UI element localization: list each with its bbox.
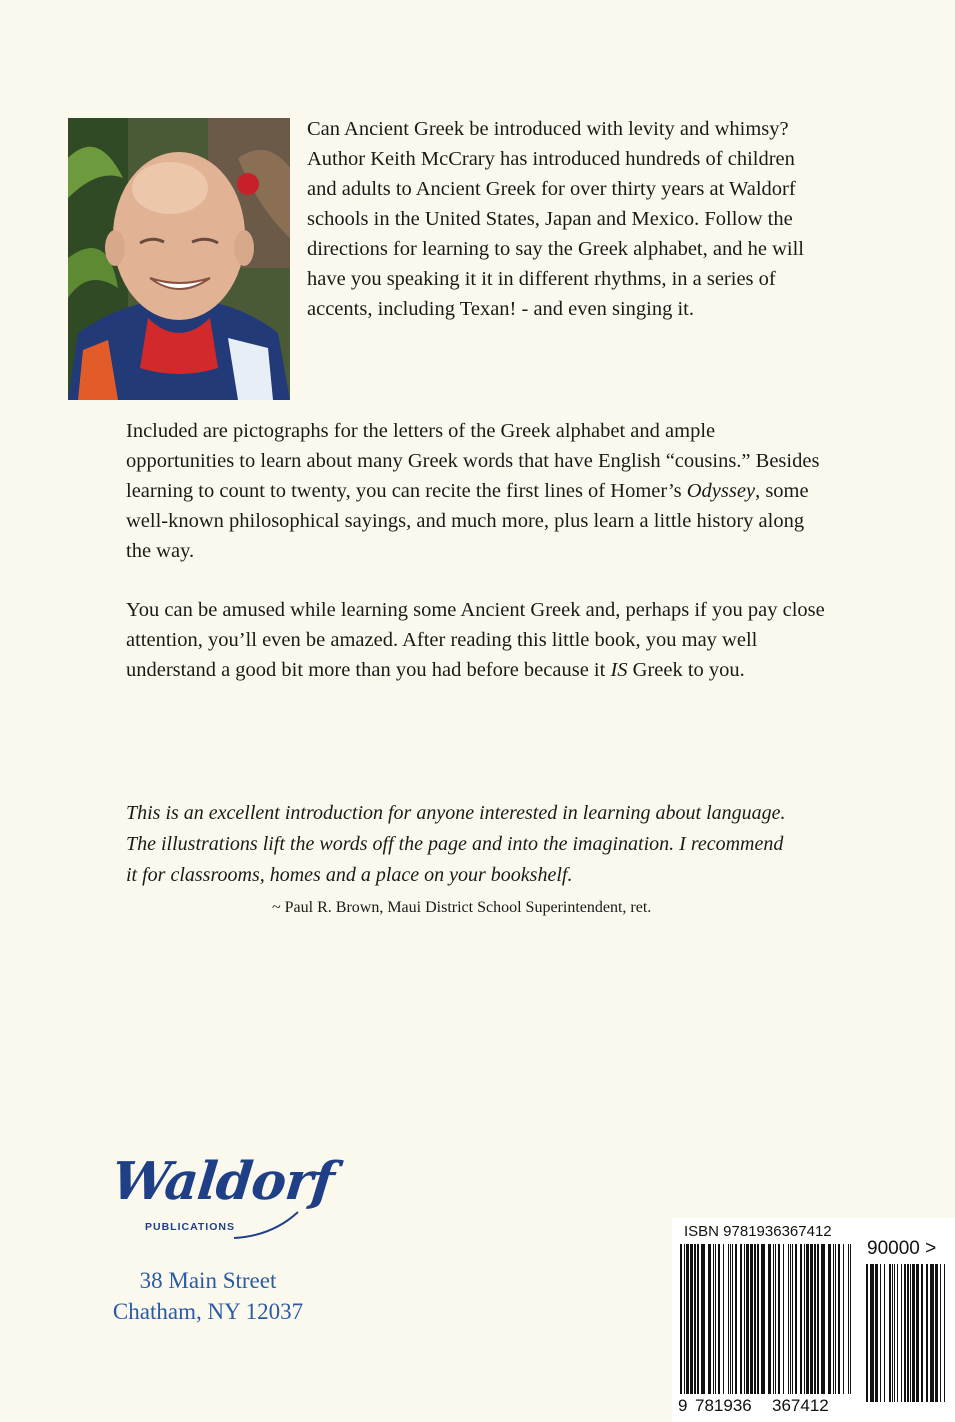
- barcode-bar: [912, 1264, 915, 1402]
- logo-swash-icon: [232, 1208, 302, 1248]
- contents-text-part2: , some well-known philosophical sayings, and much more, plus learn a little history along the way.: [126, 480, 809, 562]
- barcode-bar: [728, 1244, 729, 1394]
- barcode-bar: [773, 1244, 774, 1394]
- barcode-bar: [761, 1244, 765, 1394]
- barcode-bar: [944, 1264, 945, 1402]
- barcode-bar: [732, 1244, 733, 1394]
- barcode-bar: [701, 1244, 705, 1394]
- barcode-bar: [894, 1264, 895, 1402]
- barcode-bar: [694, 1244, 696, 1394]
- closing-text-part2: Greek to you.: [627, 659, 745, 681]
- barcode-bar: [907, 1264, 909, 1402]
- barcode-bar: [795, 1244, 797, 1394]
- barcode-bar: [817, 1244, 819, 1394]
- barcode-bar: [889, 1264, 891, 1402]
- barcode-bar: [866, 1264, 868, 1402]
- barcode-bar: [901, 1264, 902, 1402]
- barcode-digit-lead: 9: [678, 1396, 688, 1415]
- closing-text-part1: You can be amused while learning some Ancient Greek and, perhaps if you pay close attention, you’ll even be amazed. After reading this little book, you may well understand a good bit more than you had before because it: [126, 599, 825, 681]
- barcode-bar: [892, 1264, 893, 1402]
- barcode-bar: [790, 1244, 791, 1394]
- testimonial-quote: This is an excellent introduction for anyone interested in learning about language. The illustrations lift the words off the page and into the imagination. I recommend it for classrooms, homes and a place on your bookshelf.: [126, 802, 786, 886]
- barcode-bar: [680, 1244, 682, 1394]
- barcode-bar: [715, 1244, 716, 1394]
- barcode-bar: [848, 1244, 849, 1394]
- barcode-bar: [814, 1244, 816, 1394]
- barcode-bar: [735, 1244, 737, 1394]
- barcode-bar: [800, 1244, 802, 1394]
- barcode-bar: [884, 1264, 885, 1402]
- barcode-bar: [746, 1244, 749, 1394]
- barcode-bar: [935, 1264, 938, 1402]
- barcode-bar: [828, 1244, 831, 1394]
- barcode-bar: [870, 1264, 874, 1402]
- barcode-bar: [806, 1244, 809, 1394]
- testimonial-attribution: ~ Paul R. Brown, Maui District School Superintendent, ret.: [272, 899, 652, 916]
- barcode-bar: [754, 1244, 756, 1394]
- author-intro-paragraph: Can Ancient Greek be introduced with levity and whimsy? Author Keith McCrary has introduced hundreds of children and adults to Ancient Greek for over thirty years at Waldorf schools in the United States, Japan and Mexico. Follow the directions for learning to say the Greek alphabet, and he will have you speaking it it in different rhythms, in a series of accents, including Texan! - and even singing it.: [307, 118, 804, 320]
- barcode-bar: [792, 1244, 793, 1394]
- address-street: 38 Main Street: [139, 1268, 277, 1293]
- barcode-bar: [690, 1244, 693, 1394]
- barcode-bar: [897, 1264, 898, 1402]
- barcode-bar: [926, 1264, 928, 1402]
- barcode-digits-group2: 367412: [772, 1396, 829, 1415]
- barcode-bar: [713, 1244, 714, 1394]
- barcode-bar: [750, 1244, 753, 1394]
- author-photo: [68, 118, 290, 400]
- barcode-bar: [804, 1244, 805, 1394]
- publisher-logo-subtitle: PUBLICATIONS: [145, 1221, 235, 1233]
- barcode-bar: [744, 1244, 745, 1394]
- price-code: 90000 >: [867, 1238, 937, 1259]
- barcode-bar: [740, 1244, 742, 1394]
- barcode-bar: [718, 1244, 720, 1394]
- book-title-odyssey: Odyssey: [686, 480, 756, 502]
- isbn-label: ISBN 9781936367412: [684, 1223, 832, 1240]
- barcode-bar: [775, 1244, 776, 1394]
- barcode-bar: [850, 1244, 851, 1394]
- publisher-logo-wordmark: Waldorf: [108, 1151, 337, 1212]
- barcode-bar: [788, 1244, 789, 1394]
- barcode-bar: [904, 1264, 906, 1402]
- barcode-bar: [708, 1244, 711, 1394]
- barcode-bar: [916, 1264, 919, 1402]
- address-city: Chatham, NY 12037: [112, 1299, 304, 1324]
- barcode-bar: [880, 1264, 881, 1402]
- barcode-bar: [684, 1244, 685, 1394]
- barcode-bar: [783, 1244, 784, 1394]
- barcode-bar: [757, 1244, 759, 1394]
- barcode-bar: [697, 1244, 699, 1394]
- publisher-address: [98, 1265, 318, 1327]
- emphasis-is: IS: [610, 659, 628, 681]
- barcode-bar: [940, 1264, 941, 1402]
- price-addon-barcode-bars: [862, 1264, 950, 1402]
- isbn-barcode-bars: [676, 1244, 856, 1408]
- barcode-digits-group1: 781936: [695, 1396, 752, 1415]
- barcode-bar: [910, 1264, 911, 1402]
- barcode-bar: [843, 1244, 844, 1394]
- barcode-bar: [875, 1264, 878, 1402]
- barcode-bar: [833, 1244, 834, 1394]
- barcode-bar: [921, 1264, 923, 1402]
- barcode-bar: [686, 1244, 689, 1394]
- barcode-bar: [778, 1244, 780, 1394]
- barcode-bar: [835, 1244, 836, 1394]
- closing-paragraph: [126, 595, 826, 685]
- barcode-bar: [810, 1244, 813, 1394]
- barcode-bar: [930, 1264, 934, 1402]
- barcode-bar: [768, 1244, 771, 1394]
- barcode-bar: [730, 1244, 731, 1394]
- contents-text-part1: Included are pictographs for the letters of the Greek alphabet and ample opportunities to learn about many Greek words that have English “cousins.” Besides learning to count to twenty, you can recite the first lines of Homer’s: [126, 420, 820, 502]
- publisher-logo: [108, 1150, 337, 1250]
- contents-paragraph: [126, 416, 826, 566]
- barcode-bar: [821, 1244, 825, 1394]
- barcode-bar: [838, 1244, 840, 1394]
- barcode-bar: [723, 1244, 724, 1394]
